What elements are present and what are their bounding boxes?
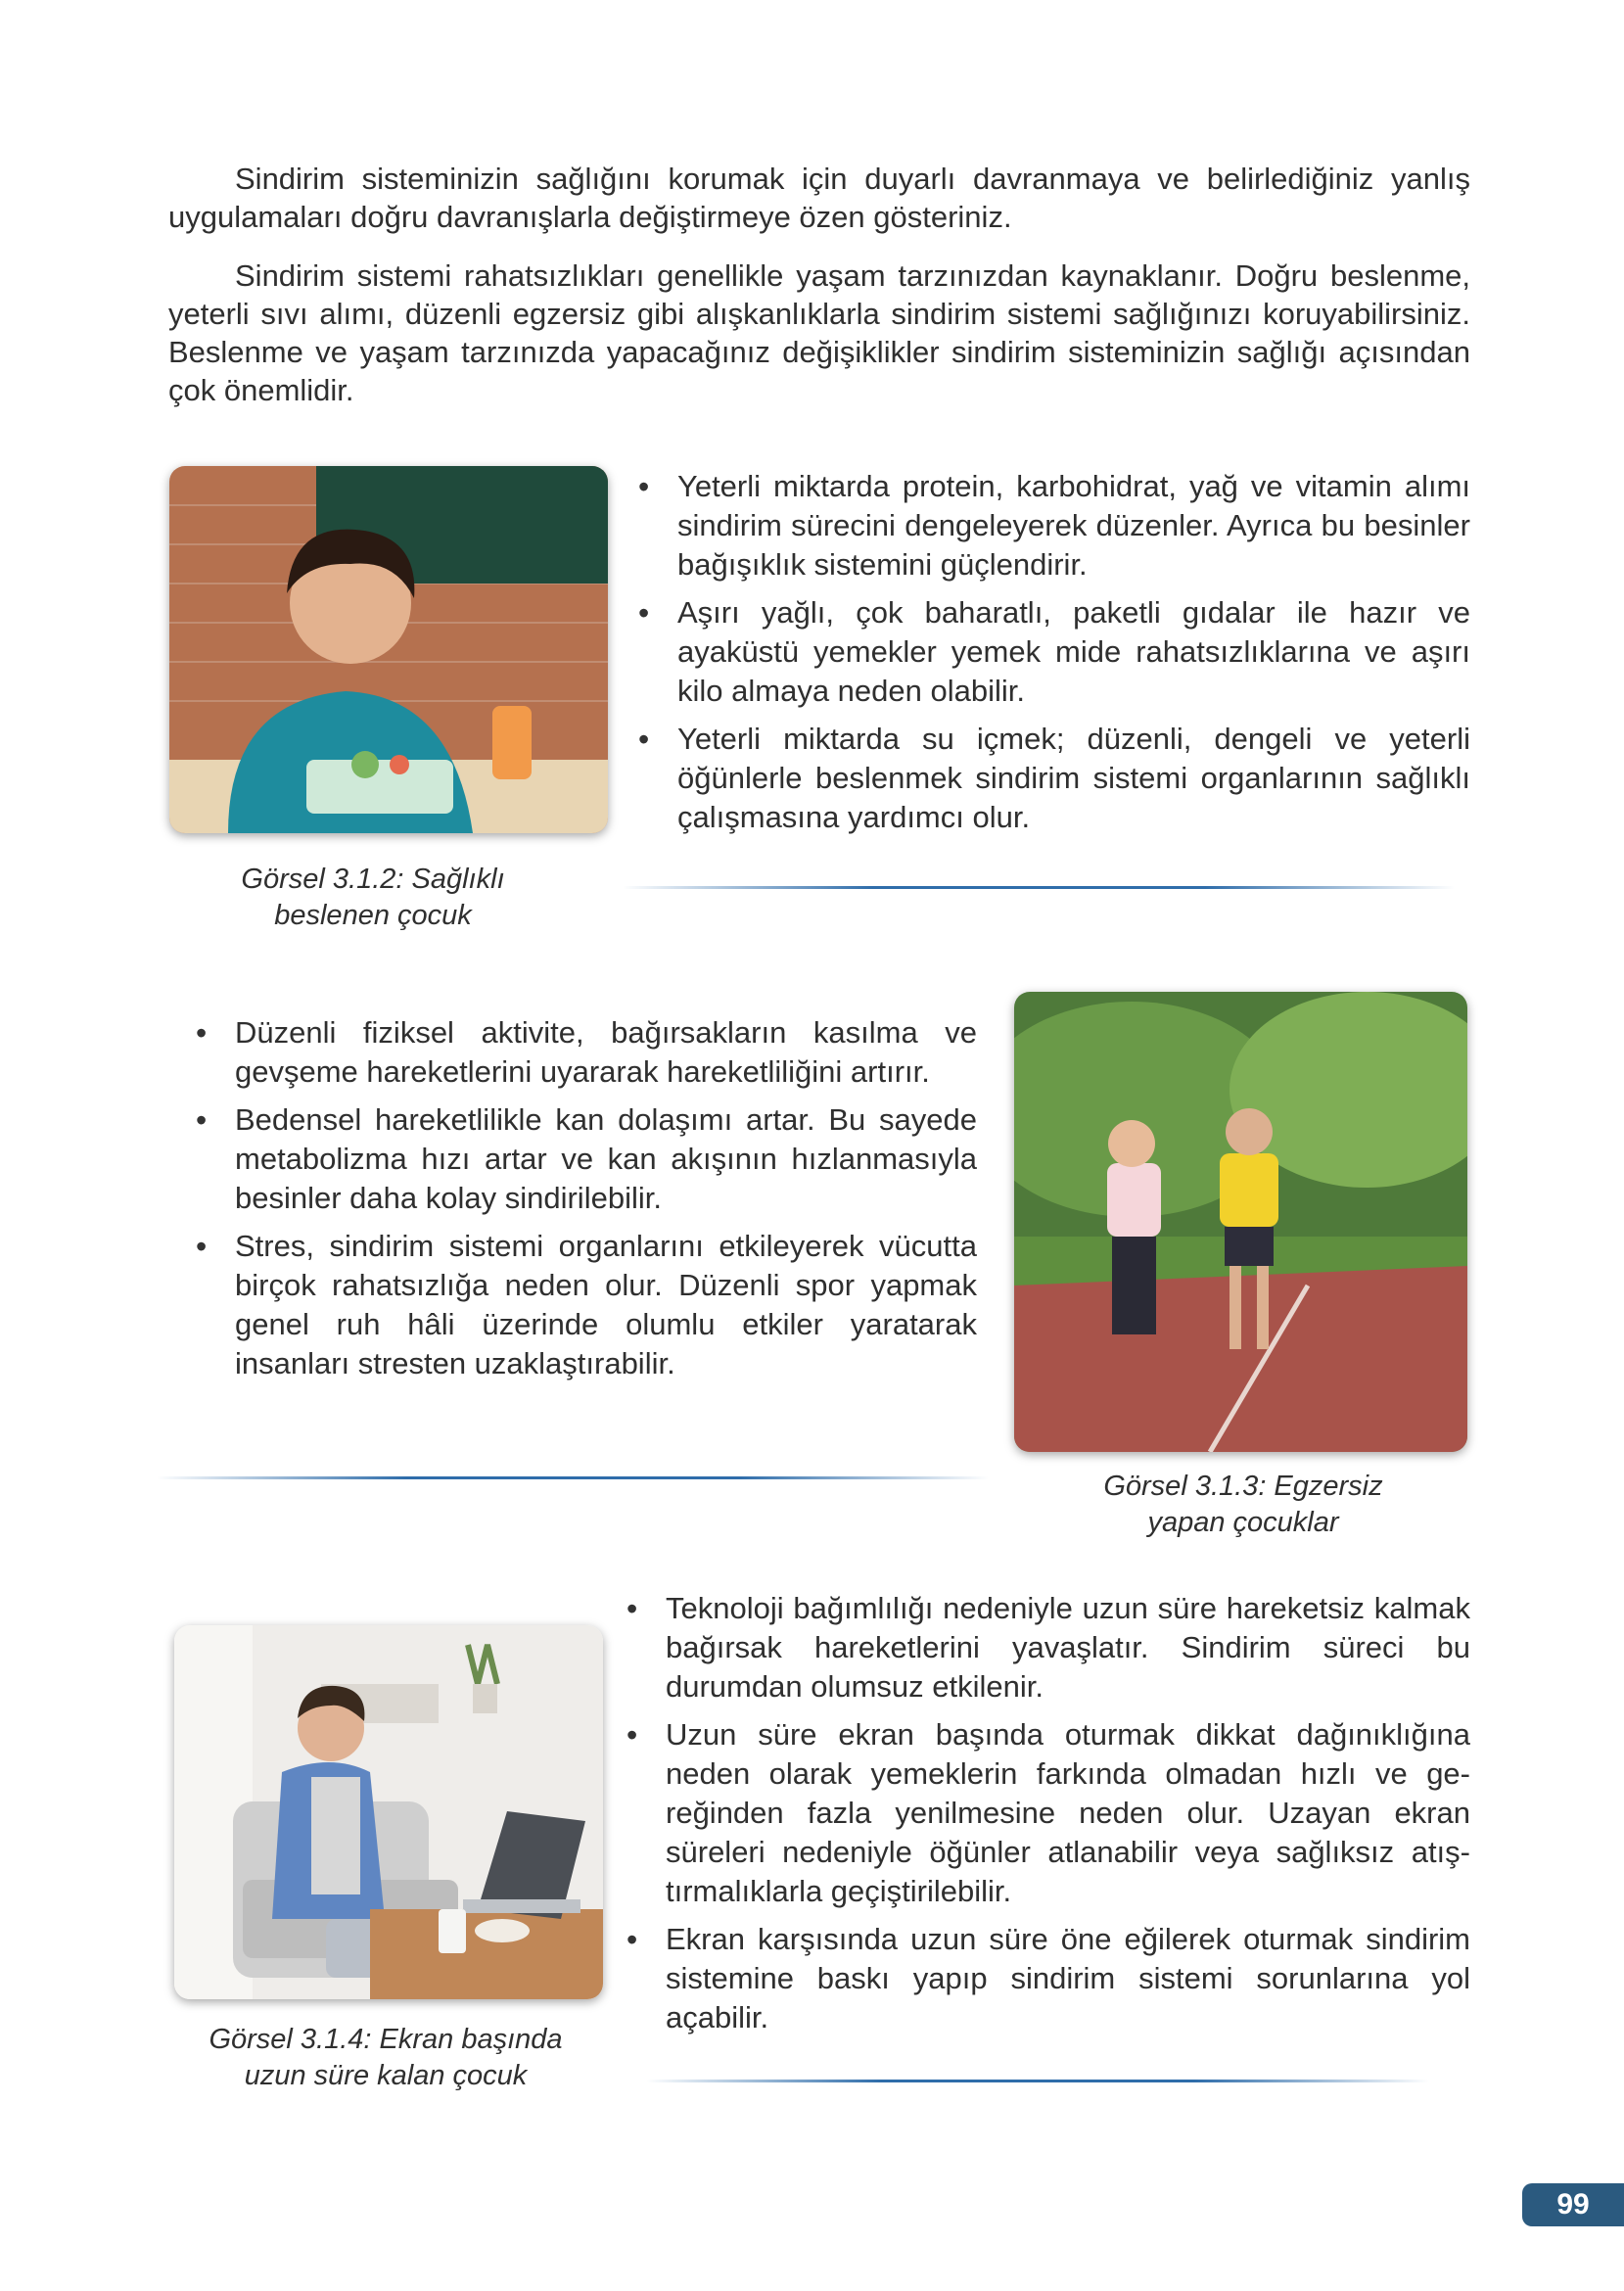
intro-paragraph-1: Sindirim sisteminizin sağlığını korumak için duyarlı davranmaya ve belirlediğiniz yanlış uygulamaları doğru davranışlarla değiştirmeye özen gösteriniz. [168,162,1470,234]
figure-caption-3-1-3 [1028,1469,1459,1541]
section-divider [157,1476,989,1479]
screen-time-bullet-list [625,1589,1470,2046]
caption-line-2: yapan çocuklar [1147,1507,1339,1538]
caption-line-1: Görsel 3.1.2: Sağlıklı [241,864,505,895]
caption-line-2: beslenen çocuk [274,900,472,931]
list-item: • Yeterli miktarda su içmek; düzenli, dengeli ve yeterli öğünlerle beslenmek sindirim sistemi organlarının sağlıklı çalışmasına yardımcı olur. [636,720,1470,837]
section-divider [646,2080,1429,2082]
list-item: • Ekran karşısında uzun süre öne eğilerek oturmak sindirim sistemine baskı yapıp sindirim sistemi sorunlarına yol açabilir. [625,1920,1470,2037]
list-item: • Teknoloji bağımlılığı nedeniyle uzun süre hareketsiz kalmak bağırsak hareketlerini yavaşlatır. Sindirim süreci bu durumdan olumsuz etkilenir. [625,1589,1470,1707]
caption-line-2: uzun süre kalan çocuk [244,2060,528,2091]
list-item: • Uzun süre ekran başında oturmak dikkat dağınıklığına neden olarak yemeklerin farkında olmadan hızlı ve gereğinden fazla yenilmesine neden olur. Uzayan ekran süreleri nedeniyle öğünler atlanabilir veya sağlıksız atıştırmalıklarla geçiştirilebilir. [625,1715,1470,1911]
nutrition-bullet-list [636,467,1470,846]
list-item: • Yeterli miktarda protein, karbohidrat, yağ ve vitamin alımı sindirim sürecini dengeleyerek düzenler. Ayrıca bu besinler bağışıklık sistemini güçlendirir. [636,467,1470,584]
list-item: • Aşırı yağlı, çok baharatlı, paketli gıdalar ile hazır ve ayaküstü yemekler yemek mide rahatsızlıklarına ve aşırı kilo almaya neden olabilir. [636,593,1470,711]
section-divider [623,886,1455,889]
intro-paragraph-2: Sindirim sistemi rahatsızlıkları genellikle yaşam tarzınızdan kaynaklanır. Doğru beslenme, yeterli sıvı alımı, düzenli egzersiz gibi alışkanlıklarla sindirim sistemi sağlığınızı koruyabilirsiniz. Beslenme ve yaşam tarzınızda yapacağınız değişiklikler sindirim sisteminizin sağlığı açısından çok önemlidir. [168,258,1470,407]
exercise-bullet-list [194,1013,977,1392]
figure-caption-3-1-2 [169,862,577,934]
figure-caption-3-1-4 [174,2022,597,2094]
list-item: • Bedensel hareketlilikle kan dolaşımı artar. Bu sayede metabolizma hızı artar ve kan akışının hızlanmasıyla besinler daha kolay sindirilebilir. [194,1100,977,1218]
list-item: • Stres, sindirim sistemi organlarını etkileyerek vücutta birçok rahatsızlığa neden olur. Düzenli spor yapmak genel ruh hâli üzerinde olumlu etkiler yaratarak insanları stresten uzaklaştırabilir. [194,1227,977,1383]
exercising-children-photo [1014,992,1467,1452]
child-at-screen-photo [174,1625,603,1999]
page-number-badge: 99 [1522,2183,1624,2226]
list-item: • Düzenli fiziksel aktivite, bağırsakların kasılma ve gevşeme hareketlerini uyararak hareketliliğini artırır. [194,1013,977,1092]
caption-line-1: Görsel 3.1.3: Egzersiz [1103,1471,1383,1502]
caption-line-1: Görsel 3.1.4: Ekran başında [209,2024,563,2055]
healthy-eating-child-photo [169,466,608,833]
